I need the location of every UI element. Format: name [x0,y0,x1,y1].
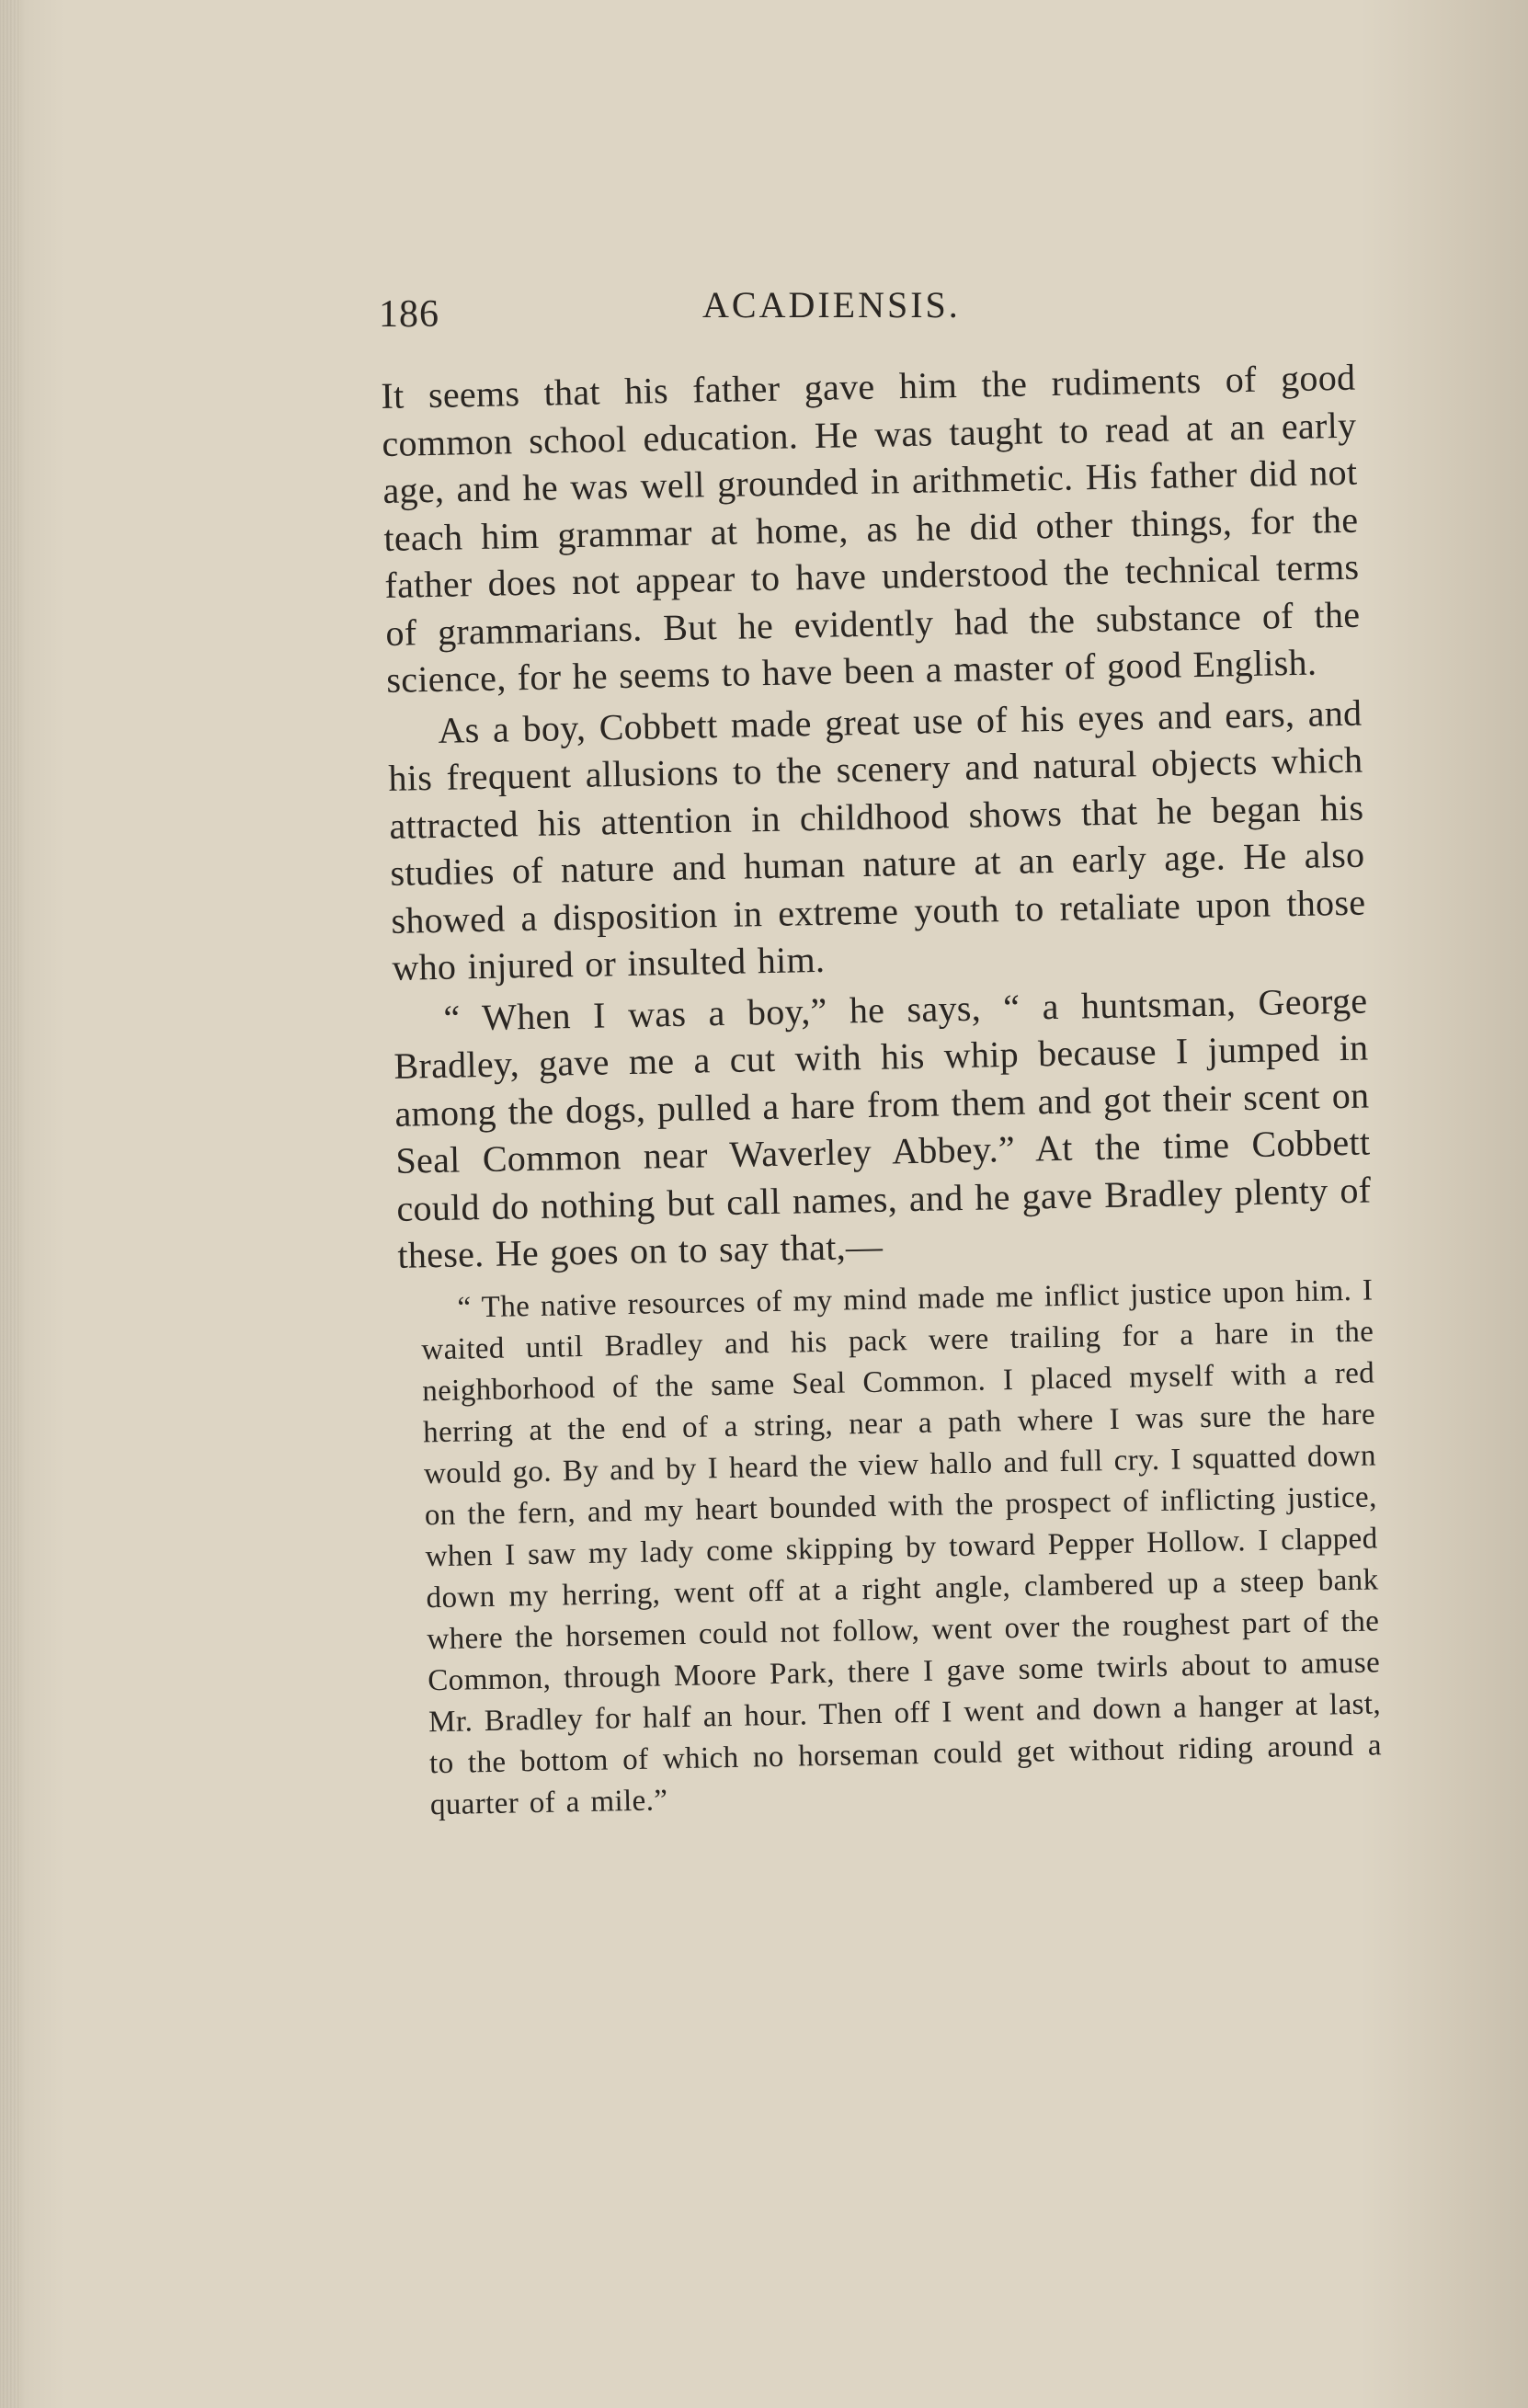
block-quotation: “ The native resources of my mind made me inflict justice upon him. I waited until Bradley and his pack were trailing for a hare in the neighborhood of the same Seal Common. I placed myself with a red herring at the end of a string, near a path where I was sure the hare would go. By and by I heard the view hallo and full cry. I squatted down on the fern, and my heart bounded with the prospect of inflicting justice, when I saw my lady come skipping by toward Pepper Hollow. I clapped down my herring, went off at a right angle, clambered up a steep bank where the horsemen could not follow, went over the roughest part of the Common, through Moore Park, there I gave some twirls about to amuse Mr. Bradley for half an hour. Then off I went and down a hanger at last, to the bottom of which no horseman could get without riding around a quarter of a mile.” [421,1272,1383,1821]
page-number: 186 [379,293,439,336]
page-edge [0,0,20,2408]
journal-title: ACADIENSIS. [702,284,961,325]
paragraph-education: It seems that his father gave him the rudiments of good common school education. He was taught to read at an early age, and he was well grounded in arithmetic. His father did not teach him grammar at home, as he did other things, for the father does not appear to have understood the technical terms of grammarians. But he evidently had the substance of the science, for he seems to have been a master of good English. [381,356,1361,701]
running-head [379,283,1372,338]
article-body [381,354,1383,1827]
paragraph-boyhood: As a boy, Cobbett made great use of his eyes and ears, and his frequent allusions to the scenery and natural objects which attracted his attention in childhood shows that he began his studies of nature and human nature at an early age. He also showed a disposition in extreme youth to retaliate upon those who injured or insulted him. [388,691,1366,988]
paragraph-huntsman: “ When I was a boy,” he says, “ a huntsman, George Bradley, gave me a cut with his whip because I jumped in among the dogs, pulled a hare from them and got their scent on Seal Common near Waverley Abbey.” At the time Cobbett could do nothing but call names, and he gave Bradley plenty of these. He goes on to say that,— [393,979,1372,1276]
